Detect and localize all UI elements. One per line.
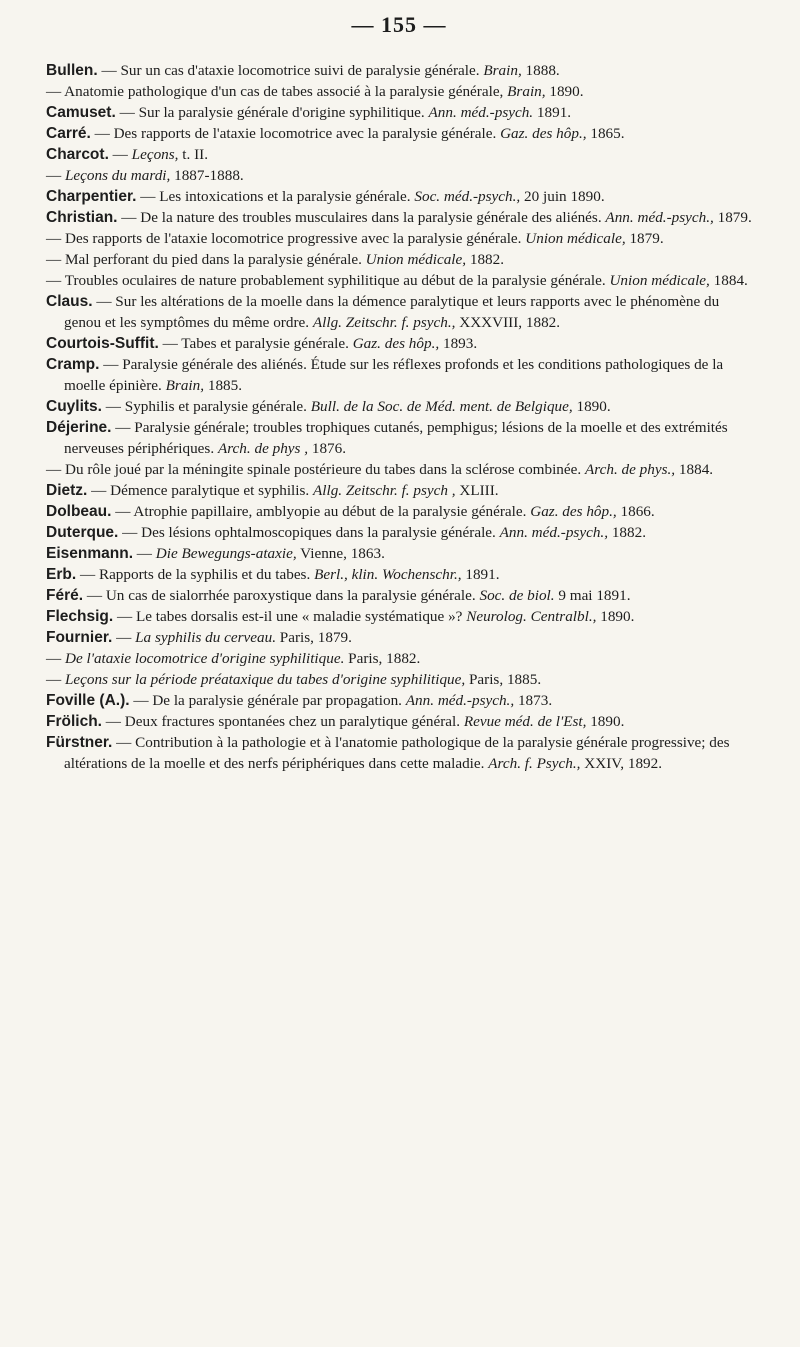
entry-date: XXXVIII, 1882. bbox=[455, 314, 561, 331]
entry-text: — Mal perforant du pied dans la paralysie générale. bbox=[46, 251, 366, 268]
entry-date: 1888. bbox=[521, 62, 560, 79]
entry-date: 1891. bbox=[461, 566, 500, 583]
entry-source: Brain, bbox=[165, 377, 205, 394]
bibliography-entry bbox=[46, 690, 752, 711]
entry-text: — Les intoxications et la paralysie générale. bbox=[136, 188, 415, 205]
entry-source: Ann. méd.-psych., bbox=[499, 524, 609, 541]
bibliography-entry bbox=[46, 543, 752, 564]
entry-source: Die Bewegungs-ataxie, bbox=[155, 545, 297, 562]
bibliography-entry bbox=[46, 648, 752, 669]
entry-date: 1873. bbox=[514, 692, 553, 709]
entry-text: — Le tabes dorsalis est-il une « maladie systématique »? bbox=[113, 608, 467, 625]
entry-source: Allg. Zeitschr. f. psych., bbox=[312, 314, 456, 331]
entry-text: — Contribution à la pathologie et à l'anatomie pathologique de la paralysie générale progressive; des altérations de la moelle et des nerfs périphériques dans cette maladie. bbox=[64, 734, 730, 772]
bibliography-entry bbox=[46, 228, 752, 249]
entry-source: Union médicale, bbox=[609, 272, 710, 289]
entry-text: — Du rôle joué par la méningite spinale postérieure du tabes dans la sclérose combinée. bbox=[46, 461, 585, 478]
bibliography-entry bbox=[46, 459, 752, 480]
entry-source: Gaz. des hôp., bbox=[530, 503, 617, 520]
entry-author: Bullen. bbox=[46, 62, 98, 79]
entry-text: — bbox=[46, 650, 65, 667]
entry-author: Charpentier. bbox=[46, 188, 137, 205]
entry-text: — Un cas de sialorrhée paroxystique dans la paralysie générale. bbox=[83, 587, 480, 604]
bibliography-entry bbox=[46, 207, 752, 228]
bibliography-entry bbox=[46, 249, 752, 270]
entry-date: 20 juin 1890. bbox=[520, 188, 605, 205]
entry-author: Fournier. bbox=[46, 629, 113, 646]
entry-text: — Sur les altérations de la moelle dans la démence paralytique et leurs rapports avec le phénomène du genou et les symptômes du même ordre. bbox=[64, 293, 720, 331]
page-number: — 155 — bbox=[351, 12, 447, 37]
entry-text: — Deux fractures spontanées chez un paralytique général. bbox=[101, 713, 464, 730]
bibliography-entry bbox=[46, 480, 752, 501]
entry-author: Courtois-Suffit. bbox=[46, 335, 159, 352]
entry-source: Leçons, bbox=[131, 146, 179, 163]
entry-author: Claus. bbox=[46, 293, 93, 310]
entry-source: Ann. méd.-psych. bbox=[428, 104, 534, 121]
entry-date: 1876. bbox=[308, 440, 347, 457]
entry-source: Soc. de biol. bbox=[479, 587, 555, 604]
entry-date: 1879. bbox=[625, 230, 664, 247]
entry-source: Brain, bbox=[483, 62, 522, 79]
bibliography-entry bbox=[46, 291, 752, 333]
entry-date: 1890. bbox=[545, 83, 584, 100]
entry-source: Ann. méd.-psych., bbox=[405, 692, 515, 709]
entry-source: Allg. Zeitschr. f. psych , bbox=[312, 482, 456, 499]
entry-date: 1893. bbox=[439, 335, 478, 352]
entry-author: Foville (A.). bbox=[46, 692, 130, 709]
entry-source: Union médicale, bbox=[365, 251, 467, 268]
bibliography-entry bbox=[46, 144, 752, 165]
entry-text: — Démence paralytique et syphilis. bbox=[87, 482, 313, 499]
entry-text: — Rapports de la syphilis et du tabes. bbox=[76, 566, 315, 583]
entry-source: Soc. méd.-psych., bbox=[414, 188, 521, 205]
entry-source: De l'ataxie locomotrice d'origine syphilitique. bbox=[64, 650, 345, 667]
entry-source: Arch. de phys , bbox=[217, 440, 309, 457]
entry-date: 1890. bbox=[586, 713, 625, 730]
entry-text: — Des rapports de l'ataxie locomotrice avec la paralysie générale. bbox=[90, 125, 501, 142]
entry-date: 1885. bbox=[204, 377, 243, 394]
entry-text: — Atrophie papillaire, amblyopie au début de la paralysie générale. bbox=[111, 503, 531, 520]
entry-author: Fürstner. bbox=[46, 734, 113, 751]
entry-text: — bbox=[46, 671, 65, 688]
entry-author: Duterque. bbox=[46, 524, 119, 541]
bibliography-entry bbox=[46, 165, 752, 186]
bibliography-list bbox=[46, 60, 752, 774]
entry-date: 1884. bbox=[709, 272, 748, 289]
bibliography-entry bbox=[46, 60, 752, 81]
entry-author: Carré. bbox=[46, 125, 91, 142]
bibliography-entry bbox=[46, 270, 752, 291]
bibliography-entry bbox=[46, 501, 752, 522]
bibliography-entry bbox=[46, 564, 752, 585]
entry-text: — Sur la paralysie générale d'origine syphilitique. bbox=[115, 104, 429, 121]
bibliography-entry bbox=[46, 585, 752, 606]
entry-date: 1887-1888. bbox=[170, 167, 244, 184]
bibliography-entry bbox=[46, 711, 752, 732]
entry-author: Cuylits. bbox=[46, 398, 102, 415]
entry-date: 1865. bbox=[586, 125, 625, 142]
bibliography-entry bbox=[46, 102, 752, 123]
entry-source: Berl., klin. Wochenschr., bbox=[314, 566, 462, 583]
entry-source: Bull. de la Soc. de Méd. ment. de Belgique, bbox=[310, 398, 573, 415]
entry-author: Dietz. bbox=[46, 482, 88, 499]
entry-text: — bbox=[108, 146, 132, 163]
bibliography-entry bbox=[46, 333, 752, 354]
entry-source: Gaz. des hôp., bbox=[500, 125, 587, 142]
entry-text: — Anatomie pathologique d'un cas de tabes associé à la paralysie générale, bbox=[46, 83, 508, 100]
entry-author: Camuset. bbox=[46, 104, 116, 121]
bibliography-entry bbox=[46, 417, 752, 459]
entry-author: Dolbeau. bbox=[46, 503, 112, 520]
entry-text: — Des rapports de l'ataxie locomotrice progressive avec la paralysie générale. bbox=[46, 230, 526, 247]
entry-text: — Sur un cas d'ataxie locomotrice suivi de paralysie générale. bbox=[97, 62, 484, 79]
entry-text: — bbox=[133, 545, 156, 562]
entry-text: — De la nature des troubles musculaires dans la paralysie générale des aliénés. bbox=[117, 209, 606, 226]
entry-date: 1879. bbox=[713, 209, 752, 226]
entry-date: 9 mai 1891. bbox=[554, 587, 631, 604]
entry-source: La syphilis du cerveau. bbox=[135, 629, 276, 646]
entry-date: Vienne, 1863. bbox=[296, 545, 385, 562]
entry-author: Erb. bbox=[46, 566, 77, 583]
bibliography-entry bbox=[46, 606, 752, 627]
entry-source: Revue méd. de l'Est, bbox=[463, 713, 587, 730]
entry-date: Paris, 1885. bbox=[465, 671, 542, 688]
entry-text: — Paralysie générale; troubles trophiques cutanés, pemphigus; lésions de la moelle et des extrémités nerveuses périphériques. bbox=[64, 419, 728, 457]
entry-text: — Des lésions ophtalmoscopiques dans la paralysie générale. bbox=[118, 524, 500, 541]
bibliography-entry bbox=[46, 669, 752, 690]
entry-source: Union médicale, bbox=[525, 230, 626, 247]
bibliography-entry bbox=[46, 627, 752, 648]
entry-date: 1884. bbox=[675, 461, 714, 478]
bibliography-entry bbox=[46, 186, 752, 207]
entry-source: Arch. f. Psych., bbox=[488, 755, 581, 772]
bibliography-entry bbox=[46, 732, 752, 774]
entry-date: XXIV, 1892. bbox=[580, 755, 663, 772]
entry-text: — Troubles oculaires de nature probablement syphilitique au début de la paralysie générale. bbox=[46, 272, 610, 289]
entry-source: Arch. de phys., bbox=[584, 461, 676, 478]
bibliography-entry bbox=[46, 81, 752, 102]
entry-date: 1882. bbox=[608, 524, 646, 541]
entry-author: Féré. bbox=[46, 587, 84, 604]
entry-source: Neurolog. Centralbl., bbox=[466, 608, 597, 625]
entry-date: XLIII. bbox=[455, 482, 499, 499]
entry-source: Leçons sur la période préataxique du tabes d'origine syphilitique, bbox=[64, 671, 466, 688]
entry-date: 1890. bbox=[596, 608, 635, 625]
entry-author: Déjerine. bbox=[46, 419, 112, 436]
entry-text: — De la paralysie générale par propagation. bbox=[129, 692, 406, 709]
entry-date: 1882. bbox=[466, 251, 505, 268]
entry-author: Eisenmann. bbox=[46, 545, 133, 562]
bibliography-entry bbox=[46, 522, 752, 543]
bibliography-entry bbox=[46, 354, 752, 396]
entry-author: Christian. bbox=[46, 209, 118, 226]
entry-date: Paris, 1882. bbox=[344, 650, 421, 667]
entry-author: Cramp. bbox=[46, 356, 100, 373]
entry-date: t. II. bbox=[178, 146, 209, 163]
bibliography-entry bbox=[46, 123, 752, 144]
entry-date: 1891. bbox=[533, 104, 572, 121]
entry-text: — Syphilis et paralysie générale. bbox=[101, 398, 311, 415]
entry-author: Flechsig. bbox=[46, 608, 114, 625]
entry-text: — bbox=[112, 629, 136, 646]
bibliography-entry bbox=[46, 396, 752, 417]
entry-text: — Paralysie générale des aliénés. Étude sur les réflexes profonds et les conditions pathologiques de la moelle épinière. bbox=[64, 356, 724, 394]
entry-source: Gaz. des hôp., bbox=[352, 335, 440, 352]
entry-author: Charcot. bbox=[46, 146, 109, 163]
entry-source: Leçons du mardi, bbox=[64, 167, 171, 184]
entry-text: — Tabes et paralysie générale. bbox=[158, 335, 353, 352]
entry-source: Ann. méd.-psych., bbox=[605, 209, 714, 226]
entry-date: 1890. bbox=[572, 398, 611, 415]
entry-date: Paris, 1879. bbox=[276, 629, 352, 646]
entry-text: — bbox=[46, 167, 65, 184]
entry-date: 1866. bbox=[616, 503, 655, 520]
entry-author: Frölich. bbox=[46, 713, 102, 730]
entry-source: Brain, bbox=[507, 83, 546, 100]
